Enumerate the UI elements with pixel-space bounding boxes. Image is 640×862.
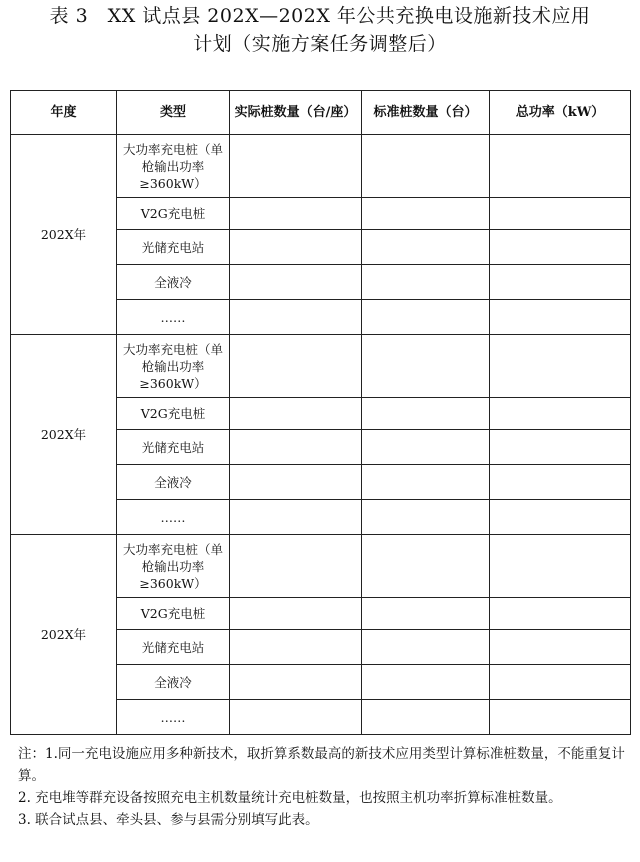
power-cell[interactable]	[490, 500, 631, 535]
note-2: 2. 充电堆等群充设备按照充电主机数量统计充电桩数量，也按照主机功率折算标准桩数量。	[18, 790, 562, 806]
actual-cell[interactable]	[230, 535, 362, 598]
type-cell: 大功率充电桩（单枪输出功率≥360kW）	[117, 335, 230, 398]
actual-cell[interactable]	[230, 500, 362, 535]
standard-cell[interactable]	[362, 500, 490, 535]
table-row	[11, 535, 631, 598]
year-cell: 202X年	[11, 535, 117, 735]
note-1: 注：1.同一充电设施应用多种新技术，取折算系数最高的新技术应用类型计算标准桩数量，不能重复计算。	[18, 746, 625, 784]
type-cell: ……	[117, 300, 230, 335]
type-cell: 光储充电站	[117, 630, 230, 665]
power-cell[interactable]	[490, 535, 631, 598]
power-cell[interactable]	[490, 398, 631, 430]
standard-cell[interactable]	[362, 665, 490, 700]
table-row	[11, 335, 631, 398]
type-cell: 光储充电站	[117, 230, 230, 265]
actual-cell[interactable]	[230, 465, 362, 500]
standard-cell[interactable]	[362, 630, 490, 665]
type-cell: 大功率充电桩（单枪输出功率≥360kW）	[117, 535, 230, 598]
type-cell: V2G充电桩	[117, 198, 230, 230]
power-cell[interactable]	[490, 700, 631, 735]
standard-cell[interactable]	[362, 230, 490, 265]
power-cell[interactable]	[490, 265, 631, 300]
standard-cell[interactable]	[362, 265, 490, 300]
actual-cell[interactable]	[230, 630, 362, 665]
actual-cell[interactable]	[230, 135, 362, 198]
year-cell: 202X年	[11, 135, 117, 335]
header-year: 年度	[11, 91, 117, 135]
type-cell: 全液冷	[117, 265, 230, 300]
header-standard: 标准桩数量（台）	[362, 91, 490, 135]
power-cell[interactable]	[490, 300, 631, 335]
type-cell: ……	[117, 500, 230, 535]
power-cell[interactable]	[490, 230, 631, 265]
power-cell[interactable]	[490, 465, 631, 500]
standard-cell[interactable]	[362, 198, 490, 230]
type-cell: 全液冷	[117, 465, 230, 500]
year-cell: 202X年	[11, 335, 117, 535]
title-line-1: 表 3 XX 试点县 202X—202X 年公共充换电设施新技术应用	[49, 5, 591, 27]
type-cell: 大功率充电桩（单枪输出功率≥360kW）	[117, 135, 230, 198]
power-cell[interactable]	[490, 135, 631, 198]
header-power: 总功率（kW）	[490, 91, 631, 135]
standard-cell[interactable]	[362, 335, 490, 398]
standard-cell[interactable]	[362, 300, 490, 335]
power-cell[interactable]	[490, 335, 631, 398]
note-3: 3. 联合试点县、牵头县、参与县需分别填写此表。	[18, 812, 319, 828]
actual-cell[interactable]	[230, 300, 362, 335]
power-cell[interactable]	[490, 598, 631, 630]
type-cell: V2G充电桩	[117, 398, 230, 430]
standard-cell[interactable]	[362, 430, 490, 465]
table-title	[0, 2, 640, 58]
power-cell[interactable]	[490, 665, 631, 700]
power-cell[interactable]	[490, 630, 631, 665]
power-cell[interactable]	[490, 430, 631, 465]
actual-cell[interactable]	[230, 700, 362, 735]
standard-cell[interactable]	[362, 398, 490, 430]
power-cell[interactable]	[490, 198, 631, 230]
standard-cell[interactable]	[362, 598, 490, 630]
actual-cell[interactable]	[230, 598, 362, 630]
type-cell: 全液冷	[117, 665, 230, 700]
type-cell: 光储充电站	[117, 430, 230, 465]
actual-cell[interactable]	[230, 230, 362, 265]
actual-cell[interactable]	[230, 398, 362, 430]
header-type: 类型	[117, 91, 230, 135]
type-cell: V2G充电桩	[117, 598, 230, 630]
header-actual: 实际桩数量（台/座）	[230, 91, 362, 135]
standard-cell[interactable]	[362, 700, 490, 735]
actual-cell[interactable]	[230, 430, 362, 465]
table-row	[11, 135, 631, 198]
actual-cell[interactable]	[230, 198, 362, 230]
standard-cell[interactable]	[362, 135, 490, 198]
actual-cell[interactable]	[230, 335, 362, 398]
title-line-2: 计划（实施方案任务调整后）	[193, 33, 447, 55]
header-row	[11, 91, 631, 135]
standard-cell[interactable]	[362, 465, 490, 500]
type-cell: ……	[117, 700, 230, 735]
actual-cell[interactable]	[230, 665, 362, 700]
actual-cell[interactable]	[230, 265, 362, 300]
tech-plan-table	[10, 90, 631, 735]
standard-cell[interactable]	[362, 535, 490, 598]
table-notes	[18, 743, 628, 831]
